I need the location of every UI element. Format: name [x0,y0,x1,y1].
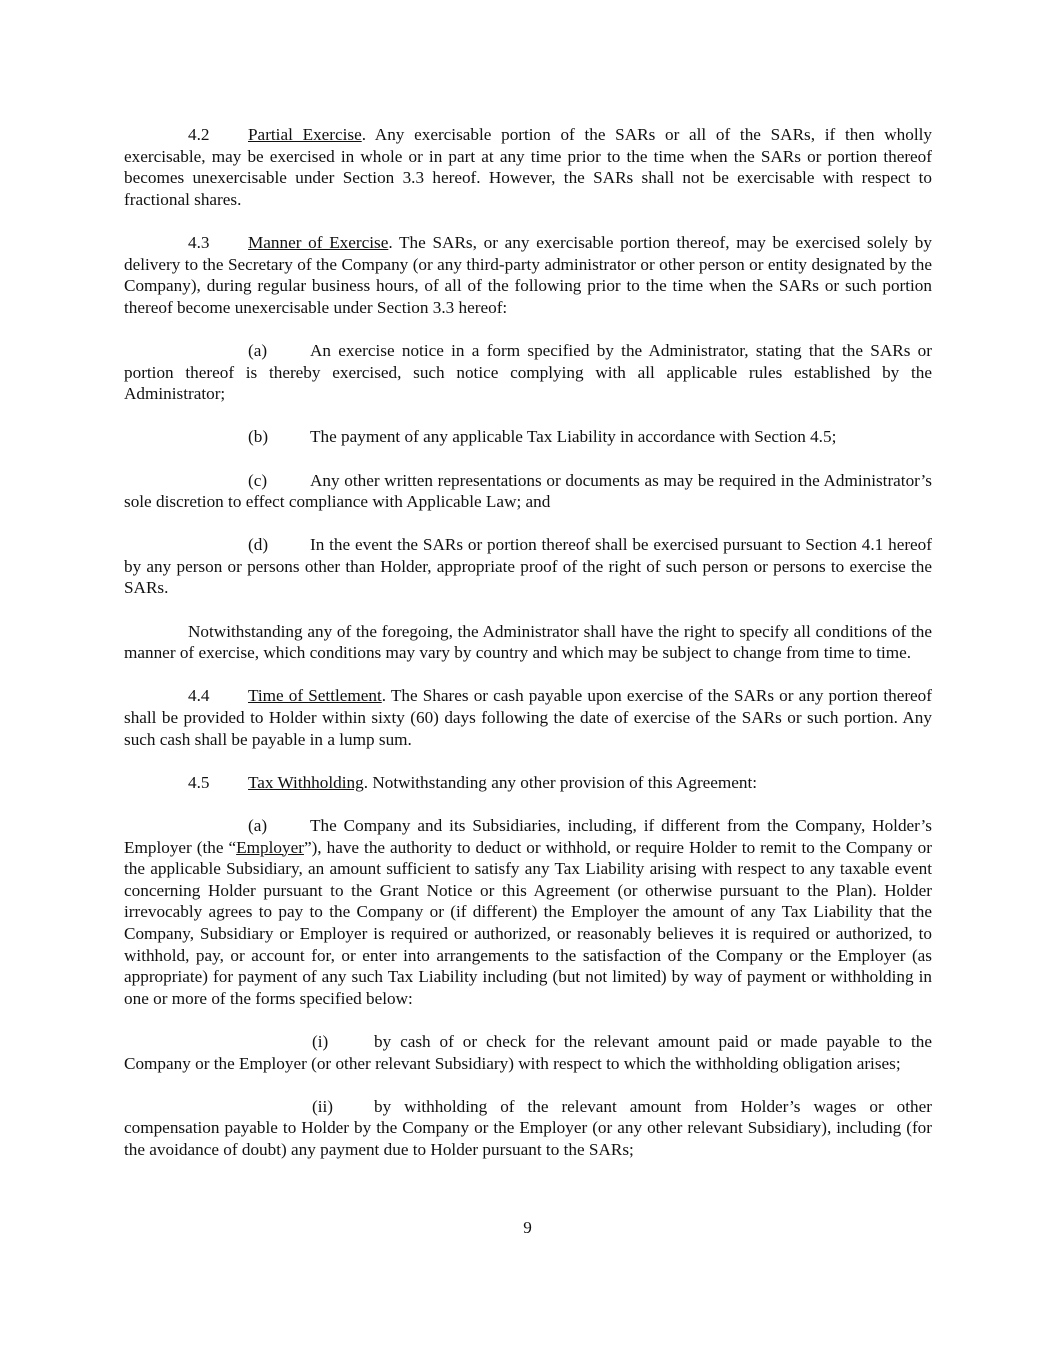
subitem-4-5-a-ii [124,1096,932,1161]
section-heading: Partial Exercise [248,125,362,144]
item-4-3-d [124,534,932,599]
section-4-3-closing: Notwithstanding any of the foregoing, the Administrator shall have the right to specify all conditions of the manner of exercise, which conditions may vary by country and which may be subject to change from time to time. [124,621,932,663]
section-4-4 [124,685,932,750]
document-page [124,124,932,1161]
item-4-5-a [124,815,932,1009]
section-heading: Manner of Exercise [248,232,389,252]
section-number: 4.2 [188,125,210,144]
section-text: . The Shares or cash payable upon exercise of the SARs or any portion thereof shall be provided to Holder within sixty (60) days following the date of exercise of the SARs or such portion. Any such cash shall be payable in a lump sum. [124,686,932,749]
item-text-before: The Company and its Subsidiaries, including, if different from the Company, Holder’s Employer (the “ [124,816,932,857]
section-heading: Tax Withholding [248,772,364,792]
item-marker: (a) [248,340,268,360]
section-number: 4.4 [188,686,210,706]
item-marker: (ii) [312,1096,333,1116]
section-number: 4.3 [188,232,210,252]
section-4-2 [124,124,932,210]
item-text: by withholding of the relevant amount from Holder’s wages or other compensation payable to Holder by the Company or the Employer (or any other relevant Subsidiary), including (for the avoidance of doubt) any payment due to Holder pursuant to the SARs; [124,1096,932,1159]
item-marker: (b) [248,427,269,447]
section-text: . Notwithstanding any other provision of this Agreement: [363,772,758,792]
section-number: 4.5 [188,772,210,792]
section-4-5 [124,772,932,794]
item-marker: (d) [248,535,269,555]
item-4-3-b [124,426,932,448]
section-text: . The SARs, or any exercisable portion thereof, may be exercised solely by delivery to the Secretary of the Company (or any third-party administrator or other person or entity designated by the Company), during regular business hours, of all of the following prior to the time when the SARs or such portion thereof become unexercisable under Section 3.3 hereof: [124,232,932,317]
item-text: Any other written representations or documents as may be required in the Administrator’s sole discretion to effect compliance with Applicable Law; and [124,470,932,512]
item-4-3-c [124,470,932,513]
item-text: In the event the SARs or portion thereof shall be exercised pursuant to Section 4.1 hereof by any person or persons other than Holder, appropriate proof of the right of such person or persons to exercise the SARs. [124,535,932,598]
item-text-after: ”), have the authority to deduct or withhold, or require Holder to remit to the Company or the applicable Subsidiary, an amount sufficient to satisfy any Tax Liability arising with respect to any taxable event concerning Holder pursuant to the Grant Notice or this Agreement (or otherwise pursuant to the Plan). Holder irrevocably agrees to pay to the Company or (if different) the Employer the amount of any Tax Liability that the Company, Subsidiary or Employer is required or authorized, or reasonably believes it is required or authorized, to withhold, pay, or account for, or enter into arrangements to the satisfaction of the Company or the Employer (as appropriate) for payment of any such Tax Liability including (but not limited) by way of payment or withholding in one or more of the forms specified below: [124,837,932,1008]
section-heading: Time of Settlement [248,686,382,706]
item-text: by cash of or check for the relevant amount paid or made payable to the Company or the Employer (or other relevant Subsidiary) with respect to which the withholding obligation arises; [124,1031,932,1073]
section-text: . Any exercisable portion of the SARs or all of the SARs, if then wholly exercisable, may be exercised in whole or in part at any time prior to the time when the SARs or portion thereof becomes unexercisable under Section 3.3 hereof. However, the SARs shall not be exercisable with respect to fractional shares. [124,125,932,209]
item-text: The payment of any applicable Tax Liability in accordance with Section 4.5; [310,427,837,447]
subitem-4-5-a-i [124,1031,932,1074]
item-text: An exercise notice in a form specified by the Administrator, stating that the SARs or portion thereof is thereby exercised, such notice complying with all applicable rules established by the Administrator; [124,340,932,404]
section-4-3 [124,232,932,318]
item-4-3-a [124,340,932,405]
page-number: 9 [523,1218,532,1237]
item-marker: (c) [248,470,268,490]
item-marker: (a) [248,816,268,835]
defined-term-employer: Employer [236,837,304,857]
item-marker: (i) [312,1031,329,1051]
